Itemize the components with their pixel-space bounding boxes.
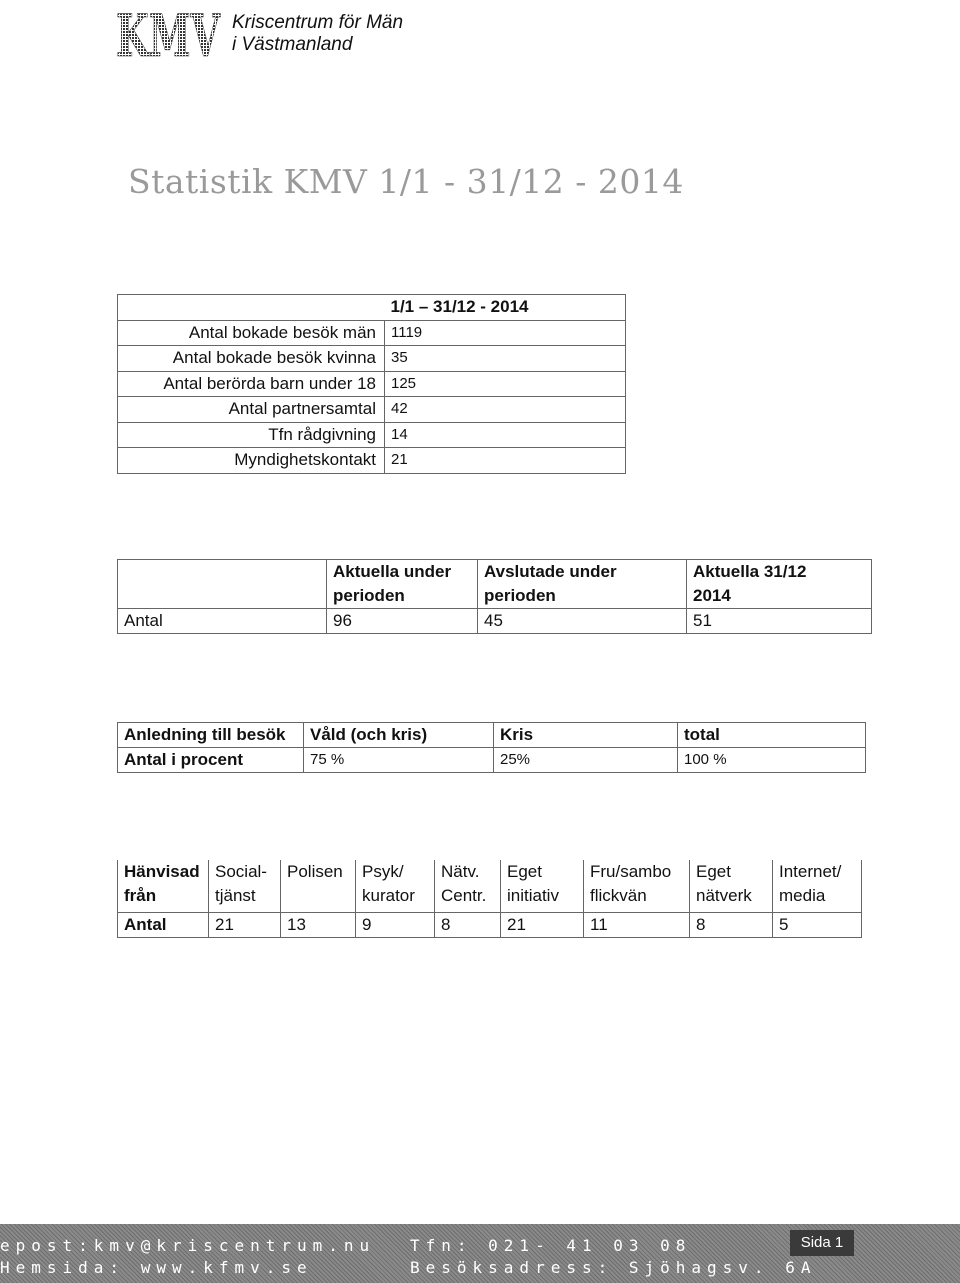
table-cell: 13 [281, 913, 356, 938]
row-value: 14 [385, 422, 626, 448]
table-header-empty [118, 295, 385, 321]
column-header: Avslutade under [478, 560, 687, 585]
column-header: Social- tjänst [209, 860, 281, 913]
period-header: 1/1 – 31/12 - 2014 [385, 295, 626, 321]
column-header: Våld (och kris) [304, 723, 494, 748]
column-header: Anledning till besök [118, 723, 304, 748]
referral-table [117, 860, 862, 938]
column-header: perioden [478, 584, 687, 609]
table-cell: 8 [435, 913, 501, 938]
org-name-line2: i Västmanland [232, 34, 353, 55]
column-header: Kris [494, 723, 678, 748]
kmv-logo [114, 4, 222, 62]
table-cell: 25% [494, 748, 678, 773]
column-header: Internet/ media [773, 860, 862, 913]
column-header: Polisen [281, 860, 356, 913]
row-label: Antal [118, 913, 209, 938]
column-header: Aktuella under [327, 560, 478, 585]
table-cell: 96 [327, 609, 478, 634]
row-value: 125 [385, 371, 626, 397]
visits-summary-table [117, 294, 626, 474]
row-value: 35 [385, 346, 626, 372]
column-header: Nätv. Centr. [435, 860, 501, 913]
row-label: Antal bokade besök män [118, 320, 385, 346]
column-header: 2014 [687, 584, 872, 609]
column-header: Aktuella 31/12 [687, 560, 872, 585]
footer-address: Besöksadress: Sjöhagsv. 6A [410, 1258, 817, 1277]
row-label: Antal [118, 609, 327, 634]
org-name-line1: Kriscentrum för Män [232, 12, 404, 33]
footer-phone: Tfn: 021- 41 03 08 [410, 1236, 692, 1255]
table-cell: 21 [501, 913, 584, 938]
table-cell: 9 [356, 913, 435, 938]
table-header-empty [118, 560, 327, 585]
table-cell: 100 % [678, 748, 866, 773]
row-value: 1119 [385, 320, 626, 346]
column-header: total [678, 723, 866, 748]
row-label: Myndighetskontakt [118, 448, 385, 474]
footer-email: epost:kmv@kriscentrum.nu [0, 1236, 376, 1255]
row-label: Antal partnersamtal [118, 397, 385, 423]
table-cell: 11 [584, 913, 690, 938]
footer-website: Hemsida: www.kfmv.se [0, 1258, 313, 1277]
table-cell: 5 [773, 913, 862, 938]
page-title: Statistik KMV 1/1 - 31/12 - 2014 [128, 162, 684, 201]
page-number: Sida 1 [790, 1230, 854, 1256]
column-header: perioden [327, 584, 478, 609]
visit-reason-table [117, 722, 866, 773]
table-cell: 8 [690, 913, 773, 938]
table-cell: 45 [478, 609, 687, 634]
organization-name [232, 12, 403, 56]
row-value: 21 [385, 448, 626, 474]
table-cell: 75 % [304, 748, 494, 773]
footer [0, 1224, 960, 1283]
row-label: Tfn rådgivning [118, 422, 385, 448]
table-cell: 51 [687, 609, 872, 634]
column-header: Psyk/ kurator [356, 860, 435, 913]
table-cell: 21 [209, 913, 281, 938]
row-label: Antal i procent [118, 748, 304, 773]
column-header: Eget nätverk [690, 860, 773, 913]
clients-table [117, 559, 872, 634]
column-header: Eget initiativ [501, 860, 584, 913]
column-header: Fru/sambo flickvän [584, 860, 690, 913]
table-header-empty [118, 584, 327, 609]
column-header: Hänvisad från [118, 860, 209, 913]
svg-text:KMV: KMV [116, 4, 221, 62]
row-label: Antal bokade besök kvinna [118, 346, 385, 372]
row-label: Antal berörda barn under 18 [118, 371, 385, 397]
row-value: 42 [385, 397, 626, 423]
